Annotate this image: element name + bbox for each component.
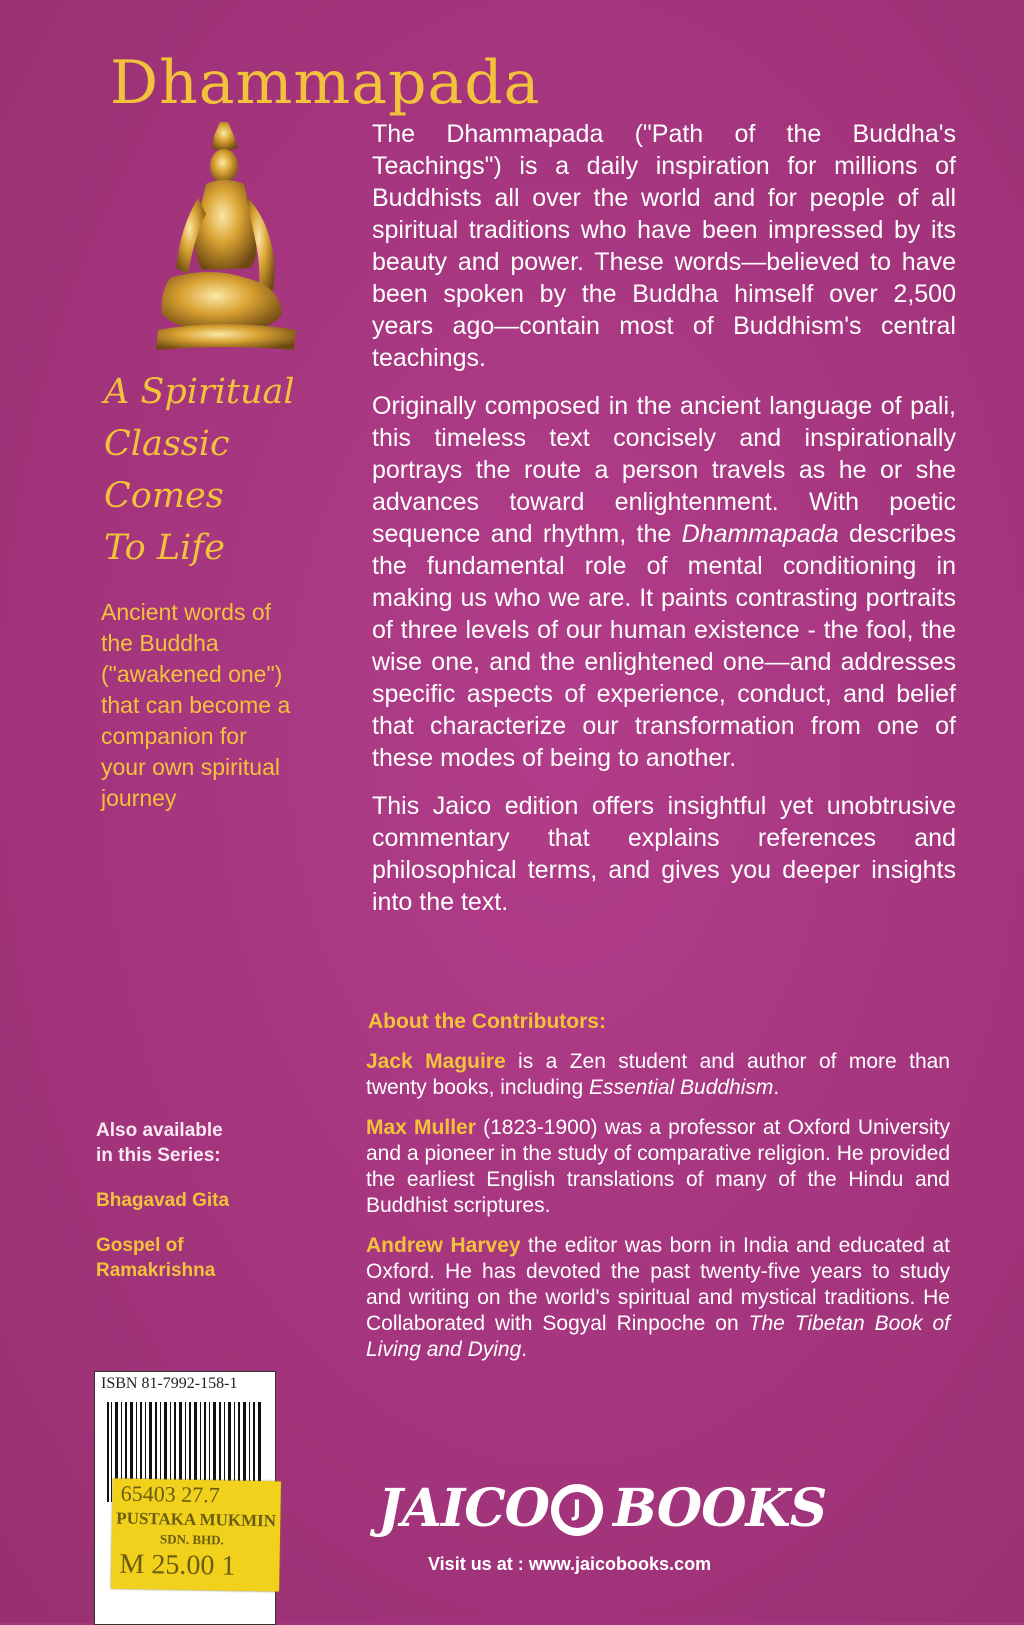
tagline-line: To Life (104, 528, 225, 568)
series-heading: Also available in this Series: (96, 1120, 223, 1166)
contributor-name: Max Muller (366, 1116, 476, 1139)
lead-line: that can become a (101, 692, 291, 718)
contributor-entry: Jack Maguire is a Zen student and author of more than twenty books, including Essential Buddhism. (366, 1050, 950, 1099)
lead-line: ("awakened one") (101, 661, 283, 687)
lead-blurb (101, 597, 341, 814)
description-paragraph: Originally composed in the ancient language of pali, this timeless text concisely and inspirationally portrays the route a person travels as he or she advances toward enlightenment. With poetic sequence and rhythm, the Dhammapada describes the fundamental role of mental conditioning in making us who we are. It paints contrasting portraits of three levels of our human existence - the fool, the wise one, and the enlightened one—and addresses specific aspects of experience, conduct, and belief that characterize our transformation from one of these modes of being to another. (372, 392, 956, 772)
sticker-code: 65403 27.7 (120, 1480, 220, 1508)
series-list (96, 1118, 326, 1283)
website-link: Visit us at : www.jaicobooks.com (428, 1554, 712, 1574)
tagline-line: Classic (104, 424, 230, 464)
series-item-bhagavad-gita: Bhagavad Gita (96, 1190, 230, 1211)
lead-line: companion for (101, 723, 247, 749)
contributor-name: Andrew Harvey (366, 1234, 521, 1257)
book-title: Dhammapada (110, 48, 541, 118)
sticker-store-suffix: SDN. BHD. (159, 1531, 224, 1548)
logo-word-right: BOOKS (613, 1478, 827, 1539)
jaico-emblem-icon: J (551, 1484, 603, 1536)
tagline-line: Comes (104, 476, 224, 516)
lead-line: journey (101, 785, 177, 811)
description-paragraph: The Dhammapada ("Path of the Buddha's Teachings") is a daily inspiration for millions of Buddhists all over the world and for people of all spiritual traditions who have been impressed by its beauty and power. These words—believed to have been spoken by the Buddha himself over 2,500 years ago—contain most of Buddhism's central teachings. (372, 120, 956, 372)
contributors-list (366, 1049, 950, 1377)
lead-line: the Buddha (101, 630, 219, 656)
logo-word-left: JAICO (378, 1478, 549, 1539)
tagline-line: A Spiritual (104, 372, 295, 412)
contributor-entry: Max Muller (1823-1900) was a professor at Oxford University and a pioneer in the study of comparative religion. He provided the earliest English translations of many of the Hindu and Buddhist scriptures. (366, 1116, 950, 1217)
publisher-logo (378, 1474, 827, 1544)
lead-line: your own spiritual (101, 754, 280, 780)
buddha-statue-image (150, 118, 300, 353)
contributors-heading: About the Contributors: (368, 1010, 606, 1033)
contributor-entry: Andrew Harvey the editor was born in India and educated at Oxford. He has devoted the past twenty-five years to study and writing on the world's spiritual and mystical traditions. He Collaborated with Sogyal Rinpoche on The Tibetan Book of Living and Dying. (366, 1234, 950, 1361)
sticker-price: M 25.00 1 (119, 1548, 236, 1582)
description (372, 118, 956, 934)
lead-line: Ancient words of (101, 599, 272, 625)
price-sticker (111, 1479, 281, 1592)
isbn-number: ISBN 81-7992-158-1 (101, 1375, 238, 1392)
contributor-name: Jack Maguire (366, 1050, 506, 1073)
series-item-gospel-of-ramakrishna: Gospel of Ramakrishna (96, 1235, 216, 1281)
emphasis-title: Dhammapada (681, 520, 839, 548)
sticker-store-name: PUSTAKA MUKMIN (116, 1508, 277, 1531)
description-paragraph: This Jaico edition offers insightful yet unobtrusive commentary that explains references and philosophical terms, and gives you deeper insights into the text. (372, 792, 956, 916)
tagline (104, 366, 334, 574)
